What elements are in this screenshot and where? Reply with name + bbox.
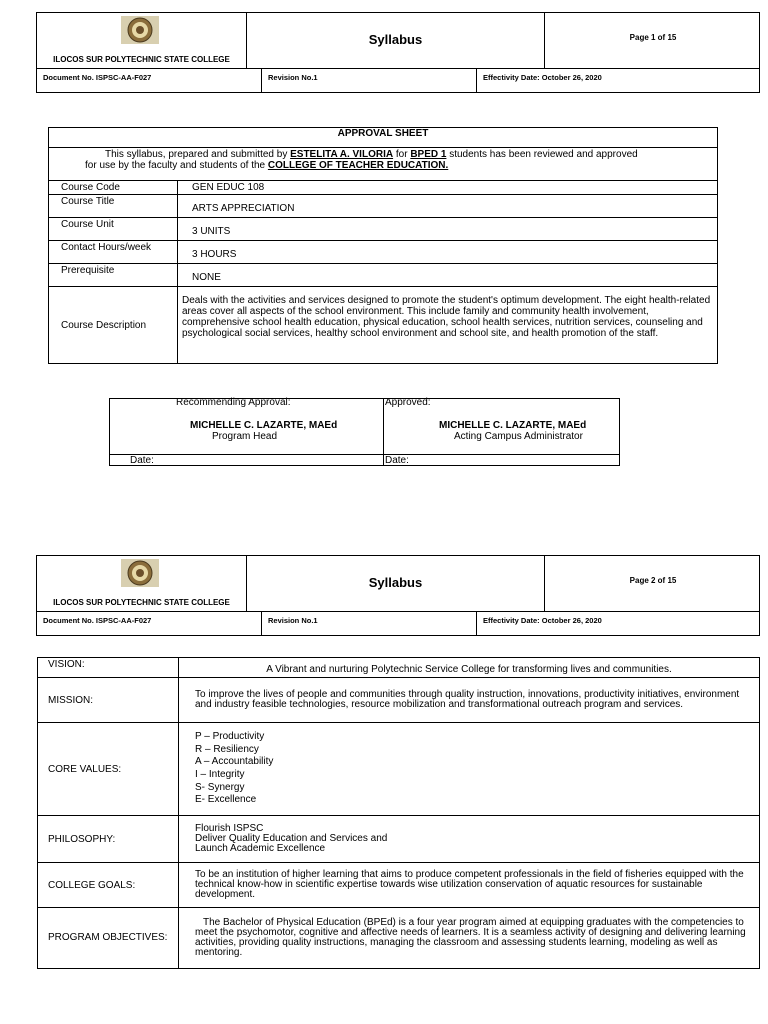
approved-name: MICHELLE C. LAZARTE, MAEd — [439, 420, 587, 431]
course-code-row — [49, 181, 718, 195]
course-code-label: Course Code — [49, 181, 178, 195]
approved-label: Approved: — [385, 397, 431, 408]
course-description-row — [49, 287, 718, 364]
header-top-row — [37, 13, 759, 69]
effectivity-date: Effectivity Date: October 26, 2020 — [483, 616, 602, 625]
revision-number: Revision No.1 — [268, 73, 318, 82]
doc-no-cell — [37, 69, 262, 93]
recommending-date-label: Date: — [130, 455, 154, 466]
course-description-label: Course Description — [49, 287, 178, 364]
philosophy-line: Launch Academic Excellence — [195, 843, 326, 854]
course-unit-label: Course Unit — [49, 218, 178, 241]
vision-row — [38, 658, 760, 678]
core-value-item: P – Productivity — [195, 731, 265, 743]
intro-text-4: for use by the faculty and students of the — [85, 160, 266, 171]
approval-heading: APPROVAL SHEET — [49, 128, 718, 148]
college-of-education: COLLEGE OF TEACHER EDUCATION. — [267, 160, 449, 171]
college-cell — [37, 556, 247, 611]
course-title-row — [49, 195, 718, 218]
program-name: BPED 1 — [410, 149, 447, 160]
header-bottom-row — [37, 69, 759, 93]
approved-role: Acting Campus Administrator — [454, 431, 583, 442]
course-unit-value: 3 UNITS — [178, 218, 718, 241]
college-goals-row — [38, 863, 760, 908]
page-number: Page 1 of 15 — [629, 33, 677, 42]
effectivity-cell — [477, 612, 761, 636]
college-cell — [37, 13, 247, 68]
course-description-value: Deals with the activities and services designed to promote the student's optimum development. The eight health-related areas cover all aspects of the school environment. This include family and community health involvement, comprehensive school health education, physical education, school health services, nutrition services, counseling and psychological social services, healthy school environment and school site, and health promotion of the staff. — [178, 287, 718, 364]
doc-no-cell — [37, 612, 262, 636]
prerequisite-row — [49, 264, 718, 287]
recommending-name: MICHELLE C. LAZARTE, MAEd — [190, 420, 338, 431]
prerequisite-value: NONE — [178, 264, 718, 287]
philosophy-line: Flourish ISPSC — [195, 823, 264, 834]
program-objectives-row — [38, 908, 760, 969]
date-row-divider — [110, 454, 619, 455]
signature-divider — [383, 399, 384, 465]
approval-sheet-table — [48, 127, 718, 364]
revision-cell — [262, 612, 477, 636]
page-cell — [545, 556, 761, 611]
intro-text-1: This syllabus, prepared and submitted by — [105, 149, 288, 160]
document-header-page-2 — [36, 555, 760, 636]
document-number: Document No. ISPSC-AA-F027 — [43, 73, 152, 82]
approval-intro — [49, 148, 718, 181]
document-header-page-1 — [36, 12, 760, 93]
philosophy-text — [179, 816, 760, 863]
vmgo-table — [37, 657, 760, 969]
core-value-item: I – Integrity — [195, 769, 245, 780]
mission-label: MISSION: — [38, 678, 179, 723]
philosophy-label: PHILOSOPHY: — [38, 816, 179, 863]
program-objectives-label: PROGRAM OBJECTIVES: — [38, 908, 179, 969]
core-values-row — [38, 723, 760, 816]
header-top-row — [37, 556, 759, 612]
document-title: Syllabus — [368, 32, 423, 47]
approved-date-label: Date: — [385, 455, 409, 466]
mission-text: To improve the lives of people and communities through quality instruction, innovations, productivity initiatives, environment and industry feasible technologies, resource mobilization and transformational outreach program and services. — [179, 678, 760, 723]
course-title-value: ARTS APPRECIATION — [178, 195, 718, 218]
recommending-label: Recommending Approval: — [176, 397, 291, 408]
intro-text-2: for — [395, 149, 408, 160]
intro-text-3: students has been reviewed and approved — [449, 149, 638, 160]
page-cell — [545, 13, 761, 68]
document-title: Syllabus — [368, 575, 423, 590]
core-value-item: A – Accountability — [195, 756, 274, 768]
program-objectives-text: The Bachelor of Physical Education (BPEd) is a four year program aimed at equipping graduates with the competencies to meet the psychomotor, cognitive and affective needs of learners. It is a seamless activity of designing and delivering learning activities, providing quality instructions, managing the classroom and assessing students learning, modeling as well as mentoring. — [179, 908, 760, 969]
core-value-item: R – Resiliency — [195, 743, 259, 755]
prerequisite-label: Prerequisite — [49, 264, 178, 287]
recommending-role: Program Head — [212, 431, 278, 442]
contact-hours-row — [49, 241, 718, 264]
philosophy-line: Deliver Quality Education and Services and — [195, 833, 388, 844]
college-name: ILOCOS SUR POLYTECHNIC STATE COLLEGE — [53, 55, 230, 64]
header-bottom-row — [37, 612, 759, 636]
signature-block — [109, 398, 620, 466]
core-value-item: S- Synergy — [195, 781, 245, 793]
author-name: ESTELITA A. VILORIA — [290, 149, 394, 160]
mission-row — [38, 678, 760, 723]
college-seal-icon — [121, 16, 159, 44]
contact-hours-value: 3 HOURS — [178, 241, 718, 264]
course-unit-row — [49, 218, 718, 241]
vision-text: A Vibrant and nurturing Polytechnic Service College for transforming lives and communities. — [179, 658, 760, 678]
page-number: Page 2 of 15 — [629, 576, 677, 585]
vision-label: VISION: — [38, 658, 179, 678]
core-values-label: CORE VALUES: — [38, 723, 179, 816]
college-seal-icon — [121, 559, 159, 587]
title-cell — [247, 556, 545, 611]
core-value-item: E- Excellence — [195, 794, 257, 806]
title-cell — [247, 13, 545, 68]
philosophy-row — [38, 816, 760, 863]
contact-hours-label: Contact Hours/week — [49, 241, 178, 264]
core-values-list — [179, 723, 760, 816]
revision-cell — [262, 69, 477, 93]
effectivity-date: Effectivity Date: October 26, 2020 — [483, 73, 602, 82]
college-goals-label: COLLEGE GOALS: — [38, 863, 179, 908]
course-title-label: Course Title — [49, 195, 178, 218]
document-number: Document No. ISPSC-AA-F027 — [43, 616, 152, 625]
college-goals-text: To be an institution of higher learning that aims to produce competent professionals in the field of fisheries equipped with the technical know-how in scientific expertise towards wise utilization conservation of aquatic resources for sustainable development. — [179, 863, 760, 908]
course-code-value: GEN EDUC 108 — [178, 181, 718, 195]
revision-number: Revision No.1 — [268, 616, 318, 625]
effectivity-cell — [477, 69, 761, 93]
college-name: ILOCOS SUR POLYTECHNIC STATE COLLEGE — [53, 598, 230, 607]
